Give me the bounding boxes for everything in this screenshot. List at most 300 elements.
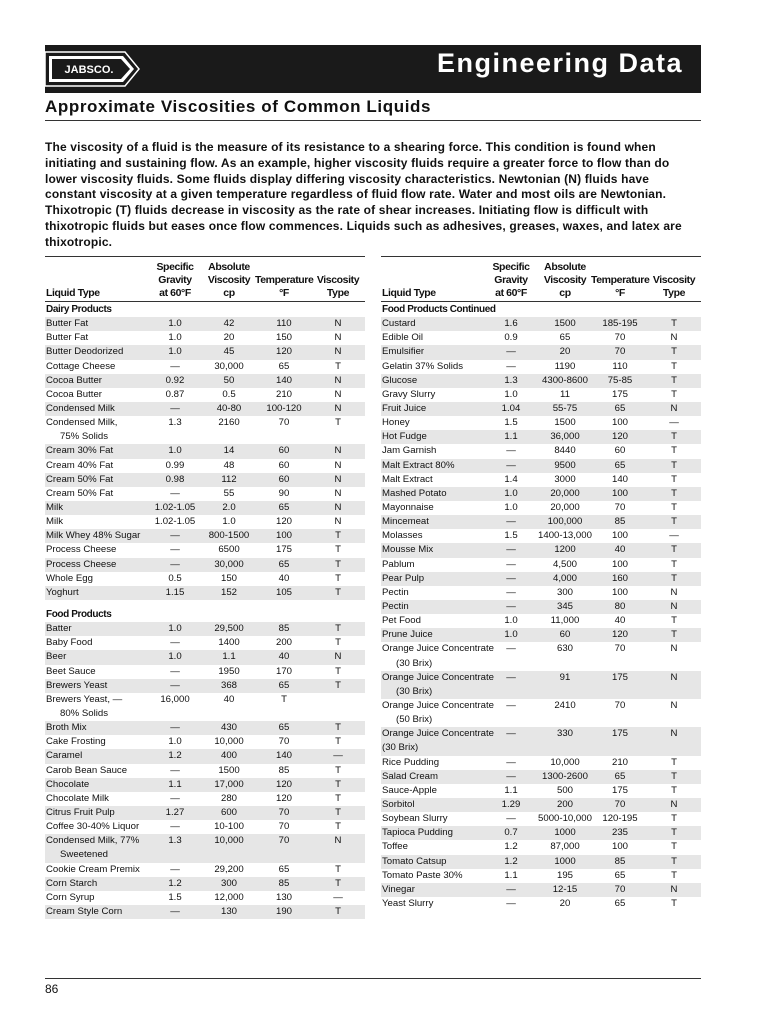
liquid-name: Cake Frosting — [46, 736, 106, 748]
liquid-name: Sauce-Apple — [382, 784, 437, 796]
liquid-name: Gravy Slurry — [382, 388, 436, 400]
absolute-viscosity: 42 — [223, 318, 235, 330]
table-row — [45, 693, 365, 721]
table-row — [45, 331, 365, 345]
viscosity-type: N — [334, 402, 342, 414]
specific-gravity: 1.5 — [504, 417, 518, 429]
liquid-name: Malt Extract — [382, 473, 433, 485]
absolute-viscosity: 2410 — [554, 699, 576, 711]
absolute-viscosity: 0.5 — [222, 388, 236, 400]
footer-divider — [45, 978, 701, 979]
table-row — [381, 515, 701, 529]
temperature: 150 — [275, 332, 292, 344]
table-row — [381, 501, 701, 515]
absolute-viscosity: 430 — [220, 722, 237, 734]
table-row — [45, 360, 365, 374]
liquid-name: Jam Garnish — [382, 445, 437, 457]
absolute-viscosity: 55 — [223, 487, 235, 499]
section-heading — [45, 303, 365, 317]
liquid-name: Coffee 30-40% Liquor — [46, 821, 140, 833]
table-row — [381, 444, 701, 458]
table-row — [45, 863, 365, 877]
table-row — [45, 764, 365, 778]
table-row — [381, 487, 701, 501]
temperature: 40 — [278, 651, 290, 663]
absolute-viscosity: 400 — [220, 750, 237, 762]
table-row — [45, 501, 365, 515]
temperature: 70 — [614, 332, 626, 344]
liquid-name: Edible Oil — [382, 332, 424, 344]
viscosity-type: N — [670, 643, 678, 655]
liquid-name: Cookie Cream Premix — [46, 863, 140, 875]
section-spacer — [45, 600, 365, 608]
table-row — [381, 430, 701, 444]
specific-gravity: — — [506, 813, 516, 825]
viscosity-type: — — [333, 750, 343, 762]
absolute-viscosity: 91 — [559, 671, 571, 683]
table-row — [381, 798, 701, 812]
specific-gravity: — — [506, 459, 516, 471]
table-row — [45, 650, 365, 664]
viscosity-type: — — [669, 417, 679, 429]
specific-gravity: 1.02-1.05 — [154, 516, 196, 528]
specific-gravity: 1.0 — [168, 445, 182, 457]
liquid-name: Pear Pulp — [382, 572, 425, 584]
absolute-viscosity: 368 — [220, 679, 237, 691]
absolute-viscosity: 10,000 — [214, 736, 244, 748]
absolute-viscosity: 45 — [223, 346, 235, 358]
viscosity-type: T — [335, 821, 341, 833]
absolute-viscosity: 10-100 — [214, 821, 244, 833]
table-row — [45, 806, 365, 820]
specific-gravity: — — [506, 728, 516, 740]
absolute-viscosity: 14 — [223, 445, 235, 457]
viscosity-type: T — [335, 905, 341, 917]
specific-gravity: 0.5 — [168, 572, 182, 584]
table-row — [45, 905, 365, 919]
temperature: 65 — [614, 402, 626, 414]
absolute-viscosity: 17,000 — [214, 778, 244, 790]
absolute-viscosity: 1400 — [218, 637, 240, 649]
specific-gravity: 1.0 — [168, 346, 182, 358]
temperature: 140 — [611, 473, 628, 485]
temperature: 65 — [278, 501, 290, 513]
liquid-name: Carob Bean Sauce — [46, 764, 128, 776]
absolute-viscosity: 1400-13,000 — [538, 530, 592, 542]
viscosity-type: T — [335, 863, 341, 875]
temperature: 130 — [275, 891, 292, 903]
specific-gravity: — — [170, 360, 180, 372]
absolute-viscosity: 9500 — [554, 459, 576, 471]
viscosity-type: N — [670, 586, 678, 598]
specific-gravity: — — [506, 883, 516, 895]
section-heading — [381, 303, 701, 317]
table-row — [45, 834, 365, 862]
temperature: 90 — [278, 487, 290, 499]
liquid-name: Mousse Mix — [382, 544, 434, 556]
absolute-viscosity: 65 — [559, 332, 571, 344]
temperature: 40 — [278, 572, 290, 584]
table-row — [381, 614, 701, 628]
viscosity-type: T — [671, 487, 677, 499]
absolute-viscosity: 300 — [220, 877, 237, 889]
specific-gravity: — — [170, 544, 180, 556]
temperature: 85 — [278, 623, 290, 635]
header-viscosity-type: Viscosity Type — [316, 274, 360, 299]
viscosity-type: T — [335, 637, 341, 649]
header-liquid-type: Liquid Type — [382, 287, 436, 299]
temperature: 70 — [614, 798, 626, 810]
table-row — [45, 586, 365, 600]
liquid-name: Molasses — [382, 530, 423, 542]
viscosity-type: T — [671, 869, 677, 881]
liquid-name: Baby Food — [46, 637, 93, 649]
header-viscosity-type: Viscosity Type — [652, 274, 696, 299]
absolute-viscosity: 48 — [223, 459, 235, 471]
absolute-viscosity: 50 — [223, 374, 235, 386]
temperature: 70 — [614, 699, 626, 711]
specific-gravity: — — [506, 360, 516, 372]
temperature: 65 — [278, 558, 290, 570]
liquid-name: Gelatin 37% Solids — [382, 360, 464, 372]
section-heading-label: Dairy Products — [46, 304, 112, 315]
viscosity-type: T — [671, 473, 677, 485]
viscosity-type: N — [334, 459, 342, 471]
liquid-name: Yoghurt — [46, 586, 79, 598]
viscosity-type: N — [334, 318, 342, 330]
liquid-name: Butter Deodorized — [46, 346, 124, 358]
liquid-name: Fruit Juice — [382, 402, 427, 414]
table-row — [45, 317, 365, 331]
specific-gravity: 1.15 — [165, 586, 185, 598]
specific-gravity: 1.1 — [504, 869, 518, 881]
table-row — [45, 679, 365, 693]
temperature: 60 — [278, 459, 290, 471]
liquid-name: Chocolate Milk — [46, 792, 109, 804]
temperature: 100 — [611, 841, 628, 853]
viscosity-type: N — [334, 516, 342, 528]
specific-gravity: 0.99 — [165, 459, 185, 471]
specific-gravity: 1.04 — [501, 402, 521, 414]
liquid-name: Caramel — [46, 750, 83, 762]
viscosity-type: T — [335, 736, 341, 748]
absolute-viscosity: 1500 — [554, 318, 576, 330]
temperature: 120 — [275, 792, 292, 804]
liquid-name: Soybean Slurry — [382, 813, 448, 825]
liquid-name: Broth Mix — [46, 722, 87, 734]
specific-gravity: 1.27 — [165, 806, 185, 818]
table-row — [381, 784, 701, 798]
absolute-viscosity: 20,000 — [550, 487, 580, 499]
liquid-name: Milk — [46, 501, 64, 513]
viscosity-type: T — [335, 530, 341, 542]
temperature: 100 — [611, 530, 628, 542]
table-row — [45, 529, 365, 543]
temperature: 65 — [278, 722, 290, 734]
specific-gravity: 0.9 — [504, 332, 518, 344]
viscosity-type: T — [671, 756, 677, 768]
viscosity-type: T — [671, 558, 677, 570]
liquid-name: Malt Extract 80% — [382, 459, 455, 471]
viscosity-type: T — [671, 770, 677, 782]
liquid-name: Custard — [382, 318, 416, 330]
table-row — [381, 416, 701, 430]
viscosity-type: N — [334, 651, 342, 663]
table-top-rule — [45, 256, 365, 257]
viscosity-type: T — [671, 459, 677, 471]
table-row — [381, 388, 701, 402]
temperature: 70 — [278, 736, 290, 748]
viscosity-type: T — [671, 431, 677, 443]
viscosity-type: — — [669, 530, 679, 542]
temperature: 70 — [614, 501, 626, 513]
liquid-name: Mincemeat — [382, 516, 429, 528]
table-row — [381, 317, 701, 331]
absolute-viscosity: 6500 — [218, 544, 240, 556]
absolute-viscosity: 10,000 — [550, 756, 580, 768]
table-row — [45, 792, 365, 806]
viscosity-type: T — [335, 877, 341, 889]
specific-gravity: 1.1 — [504, 431, 518, 443]
absolute-viscosity: 8440 — [554, 445, 576, 457]
specific-gravity: 1.5 — [504, 530, 518, 542]
liquid-name: Mashed Potato — [382, 487, 447, 499]
liquid-name: Corn Syrup — [46, 891, 95, 903]
absolute-viscosity: 20 — [559, 897, 571, 909]
specific-gravity: 0.98 — [165, 473, 185, 485]
table-row — [45, 515, 365, 529]
table-header-rule — [381, 301, 701, 302]
table-row — [45, 721, 365, 735]
viscosity-type: T — [335, 623, 341, 635]
viscosity-type: T — [335, 722, 341, 734]
specific-gravity: 1.3 — [168, 417, 182, 429]
specific-gravity: 16,000 — [160, 693, 190, 705]
specific-gravity: 1.6 — [504, 318, 518, 330]
absolute-viscosity: 40 — [223, 693, 235, 705]
viscosity-type: T — [671, 516, 677, 528]
absolute-viscosity: 1950 — [218, 665, 240, 677]
specific-gravity: — — [506, 671, 516, 683]
temperature: 60 — [614, 445, 626, 457]
table-row — [381, 345, 701, 359]
absolute-viscosity: 1190 — [554, 360, 576, 372]
temperature: 65 — [614, 869, 626, 881]
absolute-viscosity: 30,000 — [214, 558, 244, 570]
table-row — [45, 778, 365, 792]
temperature: 160 — [611, 572, 628, 584]
specific-gravity: — — [170, 792, 180, 804]
liquid-name: Cream 50% Fat — [46, 487, 114, 499]
specific-gravity: 1.0 — [504, 629, 518, 641]
absolute-viscosity: 130 — [220, 905, 237, 917]
header-absolute-viscosity: Absolute Viscosity cp — [207, 261, 251, 299]
temperature: 120 — [275, 346, 292, 358]
absolute-viscosity: 1.0 — [222, 516, 236, 528]
temperature: 175 — [611, 728, 628, 740]
viscosity-type: T — [335, 544, 341, 556]
temperature: 170 — [275, 665, 292, 677]
liquid-name: Beet Sauce — [46, 665, 96, 677]
absolute-viscosity: 20 — [559, 346, 571, 358]
temperature: 70 — [278, 417, 290, 429]
temperature: 120-195 — [602, 813, 638, 825]
viscosity-type: N — [670, 883, 678, 895]
table-row — [45, 459, 365, 473]
table-header — [45, 260, 365, 300]
temperature: 110 — [612, 360, 628, 372]
table-row — [381, 543, 701, 557]
table-row — [381, 529, 701, 543]
table-header-rule — [45, 301, 365, 302]
table-row — [381, 374, 701, 388]
viscosity-type: T — [335, 417, 341, 429]
specific-gravity: — — [506, 445, 516, 457]
specific-gravity: 1.0 — [168, 736, 182, 748]
table-row — [45, 820, 365, 834]
table-row — [45, 388, 365, 402]
absolute-viscosity: 29,200 — [214, 863, 244, 875]
viscosity-type: N — [670, 332, 678, 344]
viscosity-type: N — [670, 671, 678, 683]
table-row — [45, 558, 365, 572]
page-number: 86 — [45, 982, 59, 996]
viscosity-type: N — [334, 332, 342, 344]
viscosity-type: T — [671, 855, 677, 867]
table-top-rule — [381, 256, 701, 257]
absolute-viscosity: 630 — [556, 643, 573, 655]
viscosity-type: — — [333, 891, 343, 903]
table-row — [381, 642, 701, 670]
liquid-name: Prune Juice — [382, 629, 433, 641]
liquid-name: Glucose — [382, 374, 418, 386]
header-specific-gravity: Specific Gravity at 60°F — [492, 261, 530, 299]
temperature: 65 — [278, 863, 290, 875]
liquid-name: Pet Food — [382, 615, 421, 627]
absolute-viscosity: 500 — [556, 784, 573, 796]
specific-gravity: 1.1 — [504, 784, 518, 796]
specific-gravity: — — [506, 572, 516, 584]
temperature: 210 — [275, 388, 292, 400]
table-row — [45, 735, 365, 749]
temperature: 110 — [276, 318, 292, 330]
table-row — [45, 473, 365, 487]
table-row — [45, 402, 365, 416]
temperature: 210 — [611, 756, 628, 768]
temperature: 175 — [611, 388, 628, 400]
specific-gravity: 1.29 — [501, 798, 521, 810]
header-specific-gravity: Specific Gravity at 60°F — [156, 261, 194, 299]
temperature: 85 — [278, 877, 290, 889]
temperature: 175 — [611, 671, 628, 683]
temperature: 100 — [611, 586, 628, 598]
temperature: 70 — [614, 346, 626, 358]
temperature: 185-195 — [602, 318, 638, 330]
absolute-viscosity: 4300-8600 — [542, 374, 588, 386]
table-row — [381, 459, 701, 473]
absolute-viscosity: 20 — [223, 332, 235, 344]
specific-gravity: — — [506, 897, 516, 909]
temperature: 175 — [611, 784, 628, 796]
viscosity-type: N — [334, 388, 342, 400]
temperature: 65 — [278, 679, 290, 691]
viscosity-type: T — [671, 544, 677, 556]
temperature: 100 — [611, 417, 628, 429]
specific-gravity: — — [506, 643, 516, 655]
absolute-viscosity: 55-75 — [552, 402, 578, 414]
absolute-viscosity: 345 — [556, 600, 573, 612]
absolute-viscosity: 40-80 — [216, 402, 242, 414]
liquid-name: Cottage Cheese — [46, 360, 116, 372]
viscosity-type: T — [335, 586, 341, 598]
viscosity-type: T — [671, 784, 677, 796]
header-temperature: Temperature °F — [255, 274, 314, 299]
liquid-name: Cream Style Corn — [46, 905, 123, 917]
table-row — [45, 891, 365, 905]
table-row — [45, 543, 365, 557]
table-row — [381, 586, 701, 600]
absolute-viscosity: 2160 — [218, 417, 240, 429]
viscosity-type: T — [671, 572, 677, 584]
svg-text:JABSCO.: JABSCO. — [64, 64, 114, 76]
temperature: 120 — [611, 629, 628, 641]
liquid-name: Cocoa Butter — [46, 388, 102, 400]
viscosity-type: T — [335, 360, 341, 372]
specific-gravity: — — [170, 402, 180, 414]
viscosity-type: T — [671, 615, 677, 627]
table-row — [381, 331, 701, 345]
liquid-name: Cocoa Butter — [46, 374, 102, 386]
specific-gravity: — — [170, 764, 180, 776]
temperature: 85 — [614, 516, 626, 528]
temperature: 85 — [614, 855, 626, 867]
temperature: 100 — [275, 530, 292, 542]
specific-gravity: 1.2 — [504, 841, 518, 853]
jabsco-logo — [45, 45, 145, 93]
absolute-viscosity: 300 — [556, 586, 573, 598]
right-rows — [381, 303, 701, 911]
liquid-name: Pectin — [382, 600, 409, 612]
viscosity-type: T — [335, 806, 341, 818]
temperature: 65 — [278, 360, 290, 372]
specific-gravity: 1.0 — [504, 487, 518, 499]
temperature: 200 — [275, 637, 292, 649]
viscosity-type: T — [335, 572, 341, 584]
specific-gravity: 1.0 — [168, 651, 182, 663]
specific-gravity: — — [170, 637, 180, 649]
absolute-viscosity: 11,000 — [550, 615, 580, 627]
liquid-name: Emulsifier — [382, 346, 425, 358]
viscosity-type: N — [334, 487, 342, 499]
temperature: 40 — [614, 615, 626, 627]
absolute-viscosity: 29,500 — [214, 623, 244, 635]
table-row — [381, 473, 701, 487]
temperature: 100-120 — [266, 402, 302, 414]
liquid-name: Hot Fudge — [382, 431, 427, 443]
table-row — [381, 840, 701, 854]
table-row — [381, 855, 701, 869]
section-subtitle: Approximate Viscosities of Common Liquids — [45, 97, 432, 116]
temperature: 65 — [614, 770, 626, 782]
liquid-name: Cream 50% Fat — [46, 473, 114, 485]
absolute-viscosity: 1500 — [554, 417, 576, 429]
liquid-name: Orange Juice Concentrate (50 Brix) — [382, 699, 494, 726]
table-header — [381, 260, 701, 300]
viscosity-type: T — [671, 346, 677, 358]
liquid-name: Vinegar — [382, 883, 415, 895]
absolute-viscosity: 1200 — [554, 544, 576, 556]
specific-gravity: — — [170, 665, 180, 677]
